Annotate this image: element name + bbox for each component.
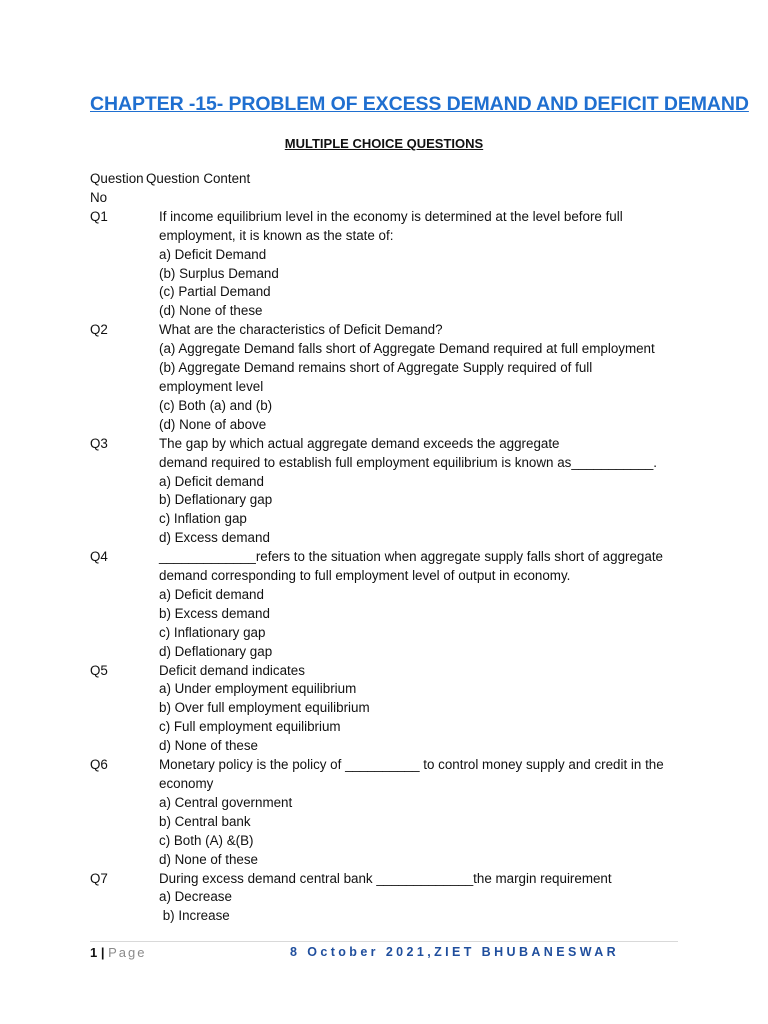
- question-content: [159, 870, 700, 927]
- question-line: (d) None of above: [159, 416, 267, 432]
- question-row: [90, 756, 700, 869]
- question-line: d) Excess demand: [159, 530, 270, 546]
- question-row: [90, 870, 700, 927]
- question-line: c) Both (A) &(B): [159, 832, 254, 848]
- question-row: [90, 662, 700, 757]
- question-row: [90, 548, 700, 661]
- chapter-title: CHAPTER -15- PROBLEM OF EXCESS DEMAND AND DEFICIT DEMAND: [90, 93, 749, 115]
- question-line: b) Excess demand: [159, 605, 270, 621]
- question-content: [159, 548, 700, 661]
- question-line: (b) Aggregate Demand remains short of Aggregate Supply required of full: [159, 360, 593, 376]
- question-number: Q4: [90, 549, 108, 565]
- question-table: [90, 170, 700, 926]
- question-content: [159, 756, 700, 869]
- question-line: a) Deficit Demand: [159, 246, 267, 262]
- question-line: (c) Partial Demand: [159, 284, 271, 300]
- question-line: c) Inflation gap: [159, 511, 247, 527]
- question-line: (a) Aggregate Demand falls short of Aggregate Demand required at full employment: [159, 341, 655, 357]
- question-line: economy: [159, 776, 214, 791]
- question-line: demand required to establish full employment equilibrium is known as___________.: [159, 454, 657, 470]
- question-line: demand corresponding to full employment level of output in economy.: [159, 568, 571, 584]
- question-text: If income equilibrium level in the economy is determined at the level before full: [159, 208, 623, 224]
- question-line: a) Decrease: [159, 889, 232, 905]
- question-number: Q3: [90, 435, 108, 451]
- question-content: [159, 321, 700, 434]
- question-line: (b) Surplus Demand: [159, 265, 279, 281]
- footer-date-org: 8 October 2021,ZIET BHUBANESWAR: [290, 945, 620, 959]
- question-text: _____________refers to the situation when aggregate supply falls short of aggregate: [159, 549, 663, 565]
- question-number: Q5: [90, 662, 108, 678]
- table-header-row: [90, 170, 700, 208]
- page-word: Page: [108, 945, 147, 960]
- question-line: b) Over full employment equilibrium: [159, 700, 370, 716]
- question-line: employment level: [159, 378, 264, 394]
- question-line: b) Deflationary gap: [159, 492, 273, 508]
- question-content: [159, 435, 700, 548]
- question-line: c) Full employment equilibrium: [159, 719, 341, 735]
- question-number: Q6: [90, 757, 108, 773]
- question-line: d) None of these: [159, 851, 259, 867]
- question-line: a) Central government: [159, 794, 293, 810]
- question-line: d) None of these: [159, 738, 259, 754]
- question-text: Monetary policy is the policy of __________ to control money supply and credit in the: [159, 757, 664, 773]
- footer-rule: [90, 941, 678, 942]
- question-line: c) Inflationary gap: [159, 624, 266, 640]
- question-line: employment, it is known as the state of:: [159, 227, 394, 243]
- question-line: b) Central bank: [159, 813, 251, 829]
- question-rows: [90, 208, 700, 926]
- question-text: Deficit demand indicates: [159, 662, 305, 678]
- question-line: a) Deficit demand: [159, 586, 264, 602]
- question-line: (d) None of these: [159, 303, 263, 319]
- question-content: [159, 662, 700, 757]
- question-line: a) Under employment equilibrium: [159, 681, 357, 697]
- question-row: [90, 321, 700, 434]
- section-title: MULTIPLE CHOICE QUESTIONS: [284, 136, 484, 151]
- question-content: [159, 208, 700, 321]
- page-separator: |: [100, 945, 105, 960]
- column-header-question-no: Question No: [90, 171, 144, 205]
- question-number: Q2: [90, 322, 108, 338]
- question-line: (c) Both (a) and (b): [159, 397, 273, 413]
- question-number: Q1: [90, 208, 108, 224]
- question-text: The gap by which actual aggregate demand exceeds the aggregate: [159, 435, 560, 451]
- question-line: a) Deficit demand: [159, 473, 264, 489]
- question-number: Q7: [90, 870, 108, 886]
- page-number: 1: [90, 945, 98, 960]
- column-header-question-content: Question Content: [146, 171, 251, 186]
- question-text: During excess demand central bank _____________the margin requirement: [159, 870, 612, 886]
- question-text: What are the characteristics of Deficit Demand?: [159, 322, 443, 338]
- question-line: b) Increase: [159, 908, 230, 924]
- question-row: [90, 208, 700, 321]
- question-row: [90, 435, 700, 548]
- question-line: d) Deflationary gap: [159, 643, 273, 659]
- footer-page-number: [90, 945, 147, 960]
